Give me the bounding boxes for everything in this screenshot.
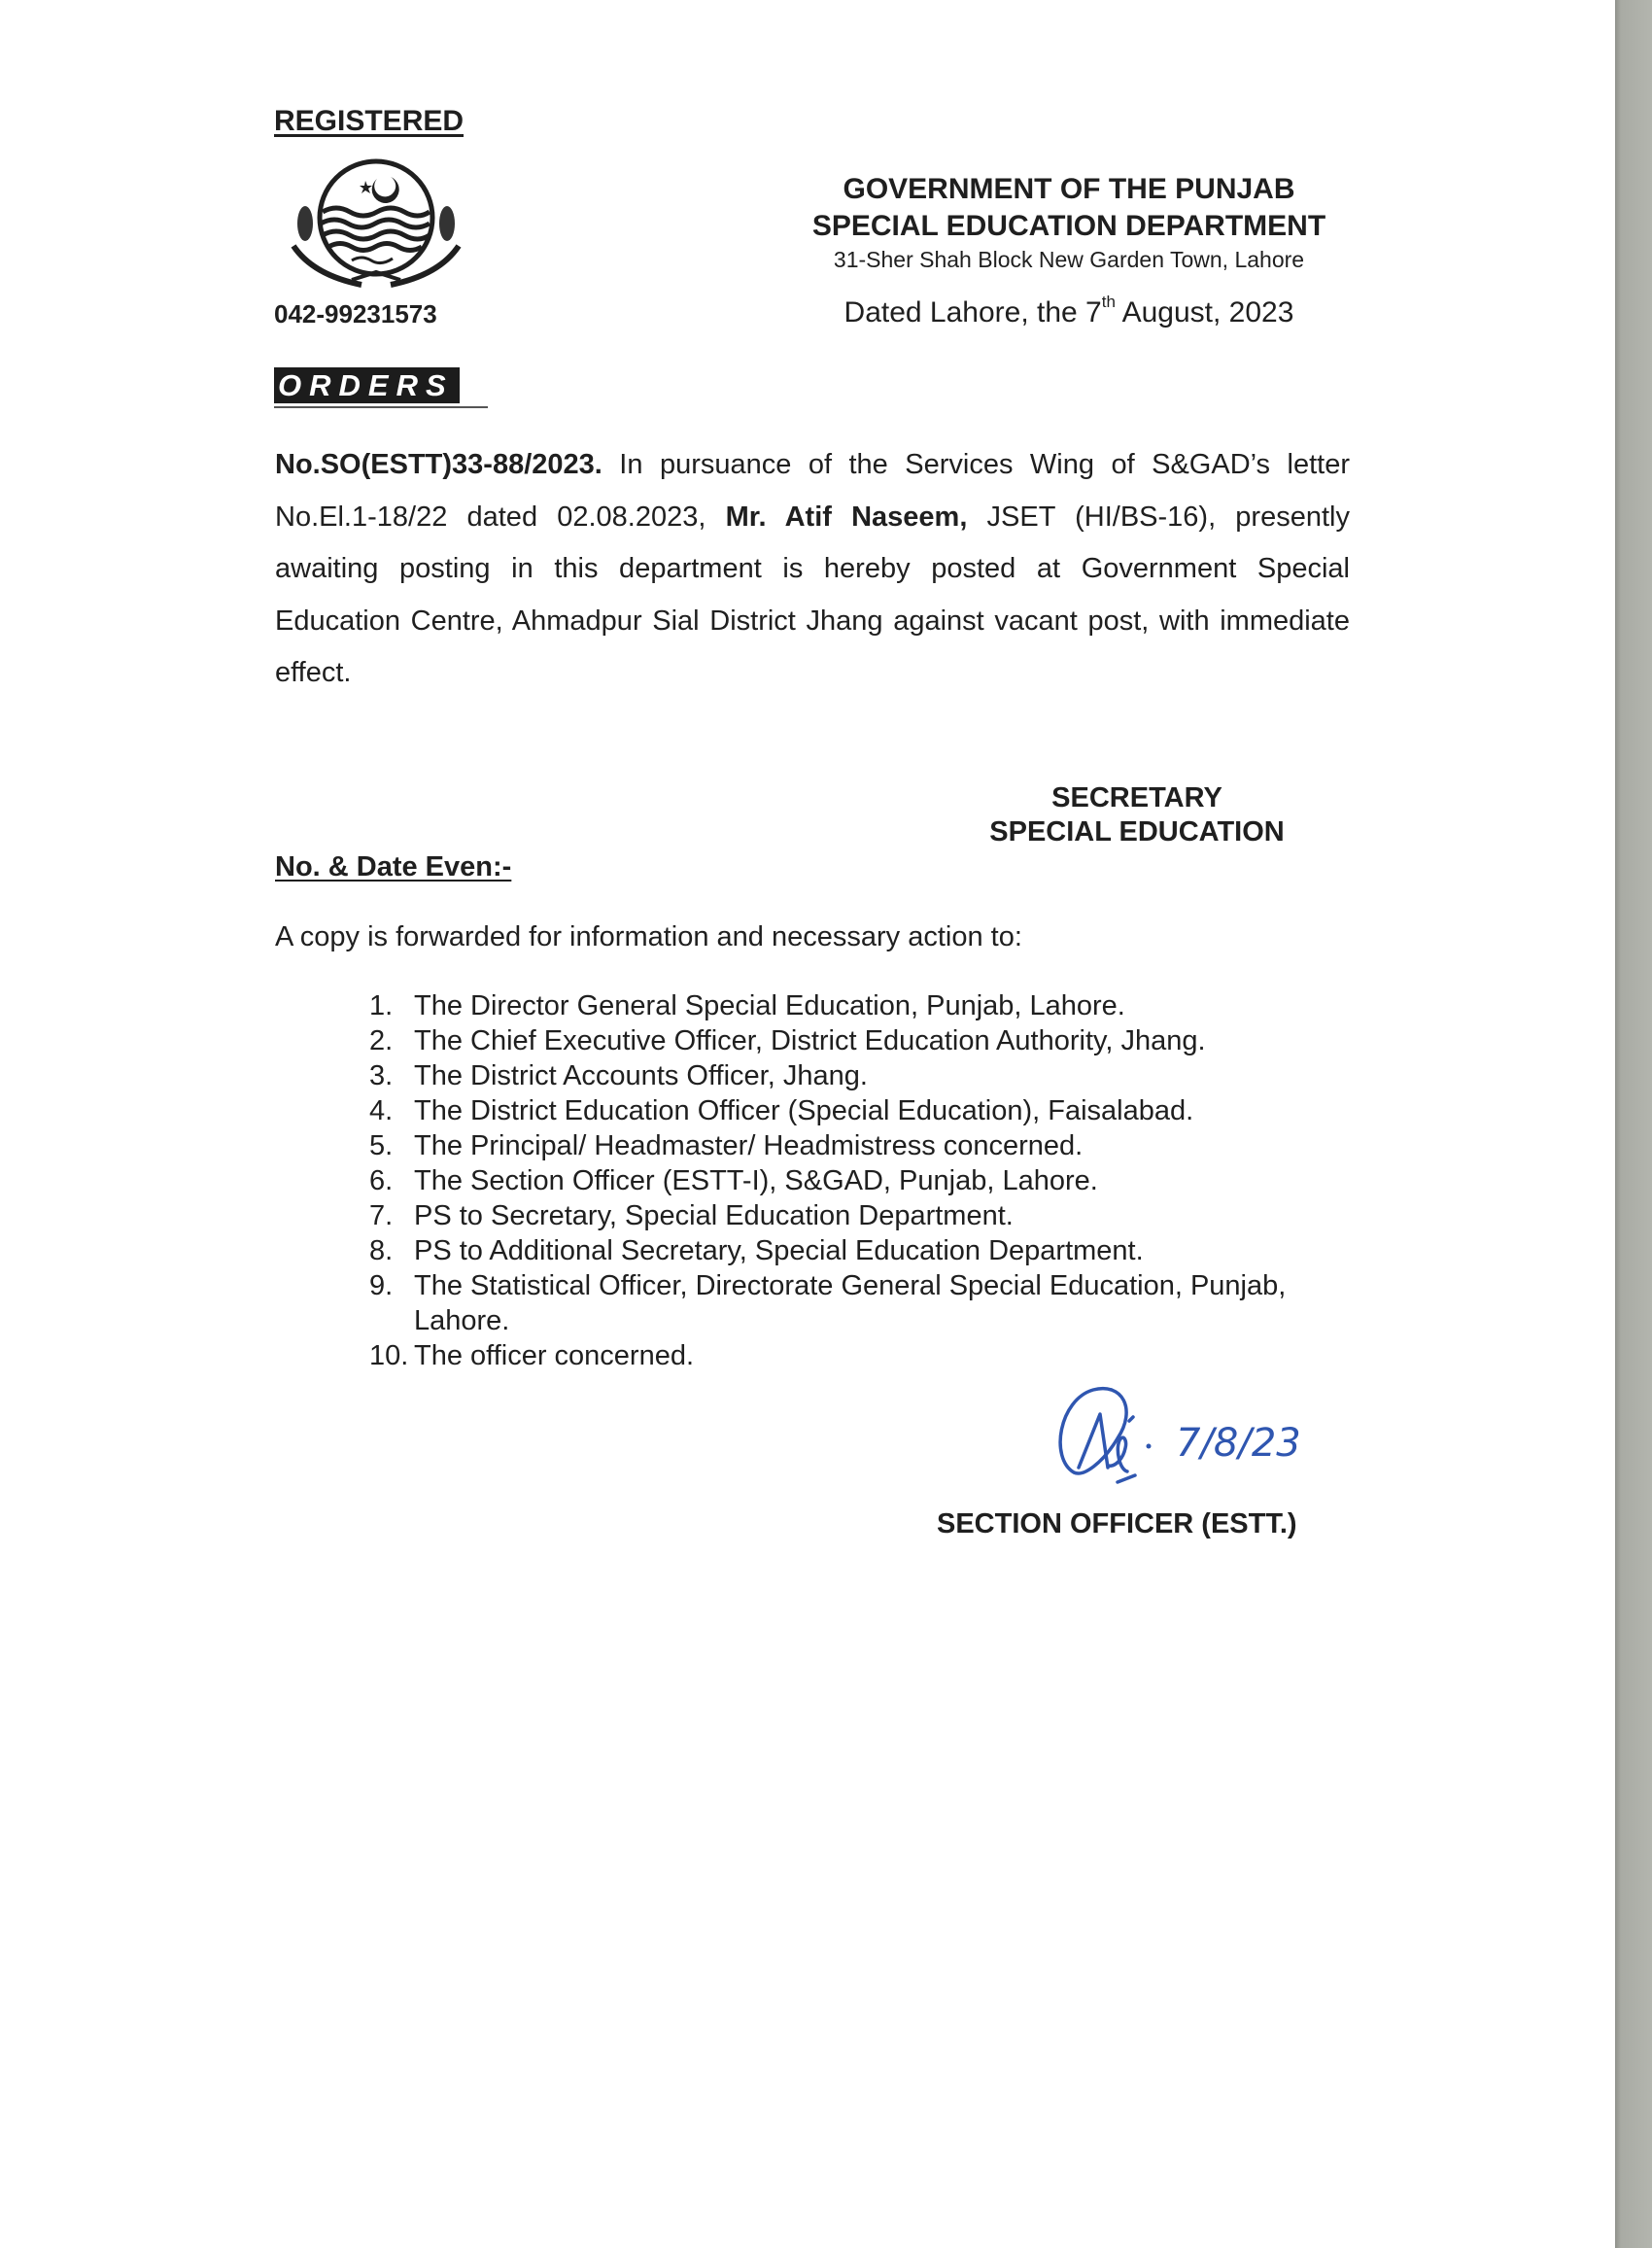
department-address: 31-Sher Shah Block New Garden Town, Lahore: [833, 247, 1305, 272]
list-item: [369, 1128, 1341, 1163]
endorsement-heading: No. & Date Even:-: [275, 851, 512, 882]
endorsement-intro: A copy is forwarded for information and necessary action to:: [275, 921, 1022, 952]
recipient-list: [369, 988, 1341, 1373]
dated-suffix: August, 2023: [1115, 296, 1294, 329]
order-text-2: JSET (HI/BS-16), presently awaiting posting in this department is hereby posted at Government Special Education Centre, Ahmadpur Sial District Jhang against vacant post, with immediate effect.: [275, 501, 1350, 688]
list-item-text: The officer concerned.: [414, 1340, 695, 1371]
orders-underline: [274, 406, 488, 408]
list-item-number: 7.: [369, 1200, 394, 1231]
dated-line: [777, 293, 1360, 329]
list-item-number: 5.: [369, 1130, 394, 1161]
list-item-number: 3.: [369, 1060, 394, 1091]
list-item: [369, 1268, 1341, 1338]
list-item-number: 8.: [369, 1235, 394, 1266]
department-heading: SPECIAL EDUCATION DEPARTMENT: [811, 210, 1326, 242]
dated-ordinal: th: [1101, 293, 1116, 311]
scan-edge-strip: [1615, 0, 1652, 2248]
signatory-title: SECRETARY: [1051, 782, 1222, 813]
signature-date: 7/8/23: [1176, 1421, 1301, 1466]
list-item: [369, 988, 1341, 1023]
list-item: [369, 1093, 1341, 1128]
list-item-number: 10.: [369, 1340, 409, 1371]
list-item: [369, 1163, 1341, 1198]
officer-name: Mr. Atif Naseem,: [725, 501, 968, 533]
orders-heading: ORDERS: [274, 367, 460, 403]
government-heading: GOVERNMENT OF THE PUNJAB: [843, 173, 1295, 205]
section-officer-title: SECTION OFFICER (ESTT.): [937, 1508, 1297, 1539]
order-paragraph: [275, 439, 1350, 700]
list-item: [369, 1233, 1341, 1268]
list-item-number: 6.: [369, 1165, 394, 1196]
list-item-text: The Statistical Officer, Directorate General Special Education, Punjab, Lahore.: [414, 1270, 1287, 1336]
list-item-number: 4.: [369, 1095, 394, 1126]
list-item-text: The Director General Special Education, Punjab, Lahore.: [414, 990, 1125, 1021]
dated-prefix: Dated Lahore, the 7: [843, 296, 1102, 329]
list-item-text: PS to Additional Secretary, Special Education Department.: [414, 1235, 1144, 1266]
list-item: [369, 1198, 1341, 1233]
list-item: [369, 1338, 1341, 1373]
list-item-text: PS to Secretary, Special Education Department.: [414, 1200, 1014, 1231]
list-item: [369, 1023, 1341, 1058]
list-item: [369, 1058, 1341, 1093]
handwritten-signature: [1040, 1380, 1390, 1497]
list-item-text: The District Accounts Officer, Jhang.: [414, 1060, 868, 1091]
registered-label: REGISTERED: [274, 105, 465, 137]
list-item-number: 2.: [369, 1025, 394, 1056]
list-item-number: 9.: [369, 1270, 394, 1301]
list-item-text: The District Education Officer (Special Education), Faisalabad.: [414, 1095, 1194, 1126]
phone-number: 042-99231573: [274, 299, 437, 329]
signatory-department: SPECIAL EDUCATION: [989, 816, 1285, 847]
order-text-1: In pursuance of the Services Wing of S&GAD’s letter No.El.1-18/22 dated 02.08.2023,: [275, 449, 1350, 533]
order-number: No.SO(ESTT)33-88/2023.: [275, 449, 602, 480]
list-item-text: The Section Officer (ESTT-I), S&GAD, Punjab, Lahore.: [414, 1165, 1098, 1196]
list-item-text: The Chief Executive Officer, District Education Authority, Jhang.: [414, 1025, 1206, 1056]
punjab-emblem-logo: [284, 154, 468, 299]
list-item-text: The Principal/ Headmaster/ Headmistress concerned.: [414, 1130, 1084, 1161]
list-item-number: 1.: [369, 990, 394, 1021]
